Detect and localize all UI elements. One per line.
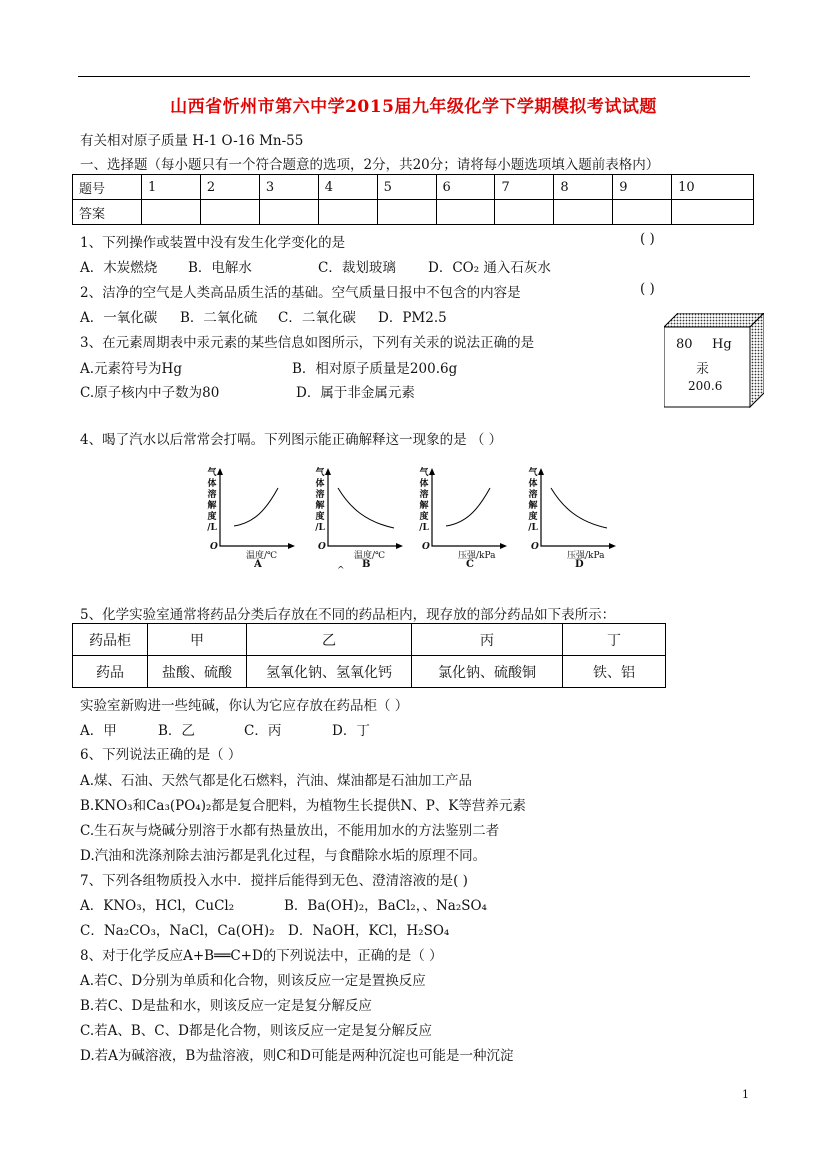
solubility-curve xyxy=(338,488,394,528)
solubility-chart-a xyxy=(206,466,306,576)
q5-option-a: A．甲 xyxy=(80,723,117,739)
chart-ylabel-char: 溶 xyxy=(315,490,325,500)
chart-ylabel-char: 体 xyxy=(315,479,325,489)
y-axis-arrow xyxy=(325,468,331,475)
chart-ylabel-char: 体 xyxy=(528,479,538,489)
q7-option-c: C．Na₂CO₃，NaCl，Ca(OH)₂ xyxy=(80,923,275,939)
header-rule xyxy=(78,76,750,77)
chart-ylabel-char: 解 xyxy=(207,501,217,511)
element-name: 汞 xyxy=(696,362,710,377)
answer-cell[interactable] xyxy=(377,200,436,225)
table-cell: 2 xyxy=(200,175,259,200)
q3-option-d: D．属于非金属元素 xyxy=(296,385,415,401)
chart-xlabel: 温度/℃ xyxy=(246,551,278,561)
chart-ylabel-char: /L xyxy=(528,523,538,533)
table-cell: 乙 xyxy=(247,624,412,656)
q6-option-c: C.生石灰与烧碱分别溶于水都有热量放出，不能用加水的方法鉴别二者 xyxy=(80,823,500,839)
chart-letter: D xyxy=(575,559,584,570)
answer-table xyxy=(72,174,754,225)
table-cell: 10 xyxy=(672,175,754,200)
q2-bracket: ( ) xyxy=(640,281,655,297)
chart-ylabel-char: 度 xyxy=(419,512,429,522)
solubility-curve xyxy=(234,488,278,526)
chart-ylabel-char: 体 xyxy=(419,479,429,489)
table-cell: 5 xyxy=(377,175,436,200)
chart-ylabel-char: 气 xyxy=(528,468,538,478)
table-row xyxy=(73,200,754,225)
chart-ylabel-char: 气 xyxy=(419,468,429,478)
table-row xyxy=(73,656,666,688)
chart-xlabel: 温度/℃ xyxy=(354,551,386,561)
x-axis-arrow xyxy=(500,543,507,549)
q1-bracket: ( ) xyxy=(640,231,655,247)
answer-cell[interactable] xyxy=(142,200,201,225)
q6-option-b: B.KNO₃和Ca₃(PO₄)₂都是复合肥料，为植物生长提供N、P、K等营养元素 xyxy=(80,798,526,814)
table-cell: 药品柜 xyxy=(73,624,148,656)
q5-option-c: C．丙 xyxy=(244,723,282,739)
q1-option-b: B．电解水 xyxy=(188,260,252,276)
x-axis-arrow xyxy=(396,543,403,549)
table-cell: 4 xyxy=(318,175,377,200)
chart-ylabel-char: 气 xyxy=(315,468,325,478)
table-cell: 7 xyxy=(495,175,554,200)
answer-cell[interactable] xyxy=(200,200,259,225)
element-card-box xyxy=(664,313,764,408)
chart-plot xyxy=(206,466,306,556)
answer-cell[interactable] xyxy=(259,200,318,225)
chart-plot xyxy=(418,466,518,556)
solubility-chart-d xyxy=(527,466,627,576)
table-cell: 铁、铝 xyxy=(563,656,666,688)
page-number: 1 xyxy=(742,1088,749,1101)
chart-ylabel-char: 解 xyxy=(419,501,429,511)
chart-ylabel-char: 解 xyxy=(528,501,538,511)
q3-option-a: A.元素符号为Hg xyxy=(80,361,182,377)
chart-ylabel-char: /L xyxy=(315,523,325,533)
caret-mark: ^ xyxy=(337,566,345,576)
q3-stem: 3、在元素周期表中汞元素的某些信息如图所示，下列有关汞的说法正确的是 xyxy=(80,335,535,351)
q1-option-a: A．木炭燃烧 xyxy=(80,260,158,276)
chart-axes xyxy=(541,470,613,546)
chart-origin: O xyxy=(318,542,326,552)
q2-stem: 2、洁净的空气是人类高品质生活的基础。空气质量日报中不包含的内容是 xyxy=(80,285,521,301)
table-cell: 6 xyxy=(436,175,495,200)
table-cell: 药品 xyxy=(73,656,148,688)
x-axis-arrow xyxy=(288,543,295,549)
chart-xlabel: 压强/kPa xyxy=(458,551,496,561)
element-symbol: Hg xyxy=(712,337,732,352)
q5-question: 实验室新购进一些纯碱，你认为它应存放在药品柜（ ） xyxy=(80,698,409,714)
q6-stem: 6、下列说法正确的是（ ） xyxy=(80,747,242,763)
table-cell: 丙 xyxy=(412,624,563,656)
table-cell: 题号 xyxy=(73,175,142,200)
q2-option-b: B．二氧化硫 xyxy=(180,310,258,326)
chart-axes xyxy=(328,470,400,546)
element-card xyxy=(664,313,764,408)
table-cell: 氢氧化钠、氢氧化钙 xyxy=(247,656,412,688)
chart-ylabel-char: 度 xyxy=(528,512,538,522)
element-mass: 200.6 xyxy=(688,379,723,393)
q8-option-d: D.若A为碱溶液，B为盐溶液，则C和D可能是两种沉淀也可能是一种沉淀 xyxy=(80,1048,514,1064)
q2-option-a: A．一氧化碳 xyxy=(80,310,158,326)
solubility-curve xyxy=(446,488,490,526)
q1-option-d: D．CO₂ 通入石灰水 xyxy=(428,260,551,276)
chart-plot xyxy=(527,466,627,556)
chart-letter: C xyxy=(466,559,474,570)
section-intro: 一、选择题（每小题只有一个符合题意的选项，2分，共20分；请将每小题选项填入题前表格内） xyxy=(80,157,660,173)
x-axis-arrow xyxy=(609,543,616,549)
q8-stem: 8、对于化学反应A+B══C+D的下列说法中，正确的是（ ） xyxy=(80,948,443,964)
answer-cell[interactable] xyxy=(318,200,377,225)
chart-axes xyxy=(432,470,504,546)
chart-ylabel-char: 溶 xyxy=(419,490,429,500)
table-cell: 甲 xyxy=(148,624,247,656)
table-cell: 答案 xyxy=(73,200,142,225)
q5-stem: 5、化学实验室通常将药品分类后存放在不同的药品柜内，现存放的部分药品如下表所示： xyxy=(80,607,616,623)
answer-cell[interactable] xyxy=(613,200,672,225)
q2-option-d: D．PM2.5 xyxy=(378,310,447,326)
atomic-masses: 有关相对原子质量 H-1 O-16 Mn-55 xyxy=(80,133,304,149)
chart-letter: B xyxy=(362,559,371,570)
chart-origin: O xyxy=(210,542,218,552)
q1-option-c: C．裁划玻璃 xyxy=(318,260,396,276)
q3-option-c: C.原子核内中子数为80 xyxy=(80,385,220,401)
q8-option-c: C.若A、B、C、D都是化合物，则该反应一定是复分解反应 xyxy=(80,1023,432,1039)
chart-origin: O xyxy=(422,542,430,552)
q6-option-d: D.汽油和洗涤剂除去油污都是乳化过程，与食醋除水垢的原理不同。 xyxy=(80,848,487,864)
q7-stem: 7、下列各组物质投入水中．搅拌后能得到无色、澄清溶液的是( ) xyxy=(80,873,468,889)
y-axis-arrow xyxy=(538,468,544,475)
answer-cell[interactable] xyxy=(495,200,554,225)
table-row xyxy=(73,175,754,200)
table-row xyxy=(73,624,666,656)
q8-option-b: B.若C、D是盐和水，则该反应一定是复分解反应 xyxy=(80,998,372,1014)
q2-option-c: C．二氧化碳 xyxy=(278,310,356,326)
q6-option-a: A.煤、石油、天然气都是化石燃料，汽油、煤油都是石油加工产品 xyxy=(80,773,473,789)
answer-cell[interactable] xyxy=(436,200,495,225)
q7-option-b: B．Ba(OH)₂，BaCl₂，、Na₂SO₄ xyxy=(284,898,487,914)
q5-option-b: B．乙 xyxy=(158,723,195,739)
y-axis-arrow xyxy=(429,468,435,475)
answer-cell[interactable] xyxy=(672,200,754,225)
table-cell: 3 xyxy=(259,175,318,200)
answer-cell[interactable] xyxy=(554,200,613,225)
q1-stem: 1、下列操作或装置中没有发生化学变化的是 xyxy=(80,235,346,251)
chart-ylabel-char: 度 xyxy=(207,512,217,522)
page-title: 山西省忻州市第六中学2015届九年级化学下学期模拟考试试题 xyxy=(170,97,657,117)
chart-origin: O xyxy=(531,542,539,552)
solubility-curve xyxy=(551,488,607,528)
chart-letter: A xyxy=(254,559,262,570)
chart-ylabel-char: /L xyxy=(419,523,429,533)
chart-plot xyxy=(314,466,414,556)
y-axis-arrow xyxy=(217,468,223,475)
chart-ylabel-char: 解 xyxy=(315,501,325,511)
chart-ylabel-char: 溶 xyxy=(528,490,538,500)
table-cell: 盐酸、硫酸 xyxy=(148,656,247,688)
table-cell: 8 xyxy=(554,175,613,200)
solubility-chart-b xyxy=(314,466,414,576)
q8-option-a: A.若C、D分别为单质和化合物，则该反应一定是置换反应 xyxy=(80,973,426,989)
chart-ylabel-char: 度 xyxy=(315,512,325,522)
element-number: 80 xyxy=(676,337,693,352)
q4-stem: 4、喝了汽水以后常常会打嗝。下列图示能正确解释这一现象的是 （ ） xyxy=(80,432,503,448)
chart-ylabel-char: 体 xyxy=(207,479,217,489)
table-cell: 1 xyxy=(142,175,201,200)
table-cell: 9 xyxy=(613,175,672,200)
q5-option-d: D．丁 xyxy=(332,723,370,739)
q3-option-b: B．相对原子质量是200.6g xyxy=(292,361,458,377)
solubility-chart-c xyxy=(418,466,518,576)
chart-ylabel-char: 气 xyxy=(207,468,217,478)
q7-option-d: D．NaOH，KCl，H₂SO₄ xyxy=(288,923,450,939)
table-cell: 氯化钠、硫酸铜 xyxy=(412,656,563,688)
chart-axes xyxy=(220,470,292,546)
chart-ylabel-char: /L xyxy=(207,523,217,533)
chart-ylabel-char: 溶 xyxy=(207,490,217,500)
cabinet-table xyxy=(72,623,666,688)
q7-option-a: A．KNO₃，HCl，CuCl₂ xyxy=(80,898,235,914)
table-cell: 丁 xyxy=(563,624,666,656)
chart-xlabel: 压强/kPa xyxy=(567,551,605,561)
